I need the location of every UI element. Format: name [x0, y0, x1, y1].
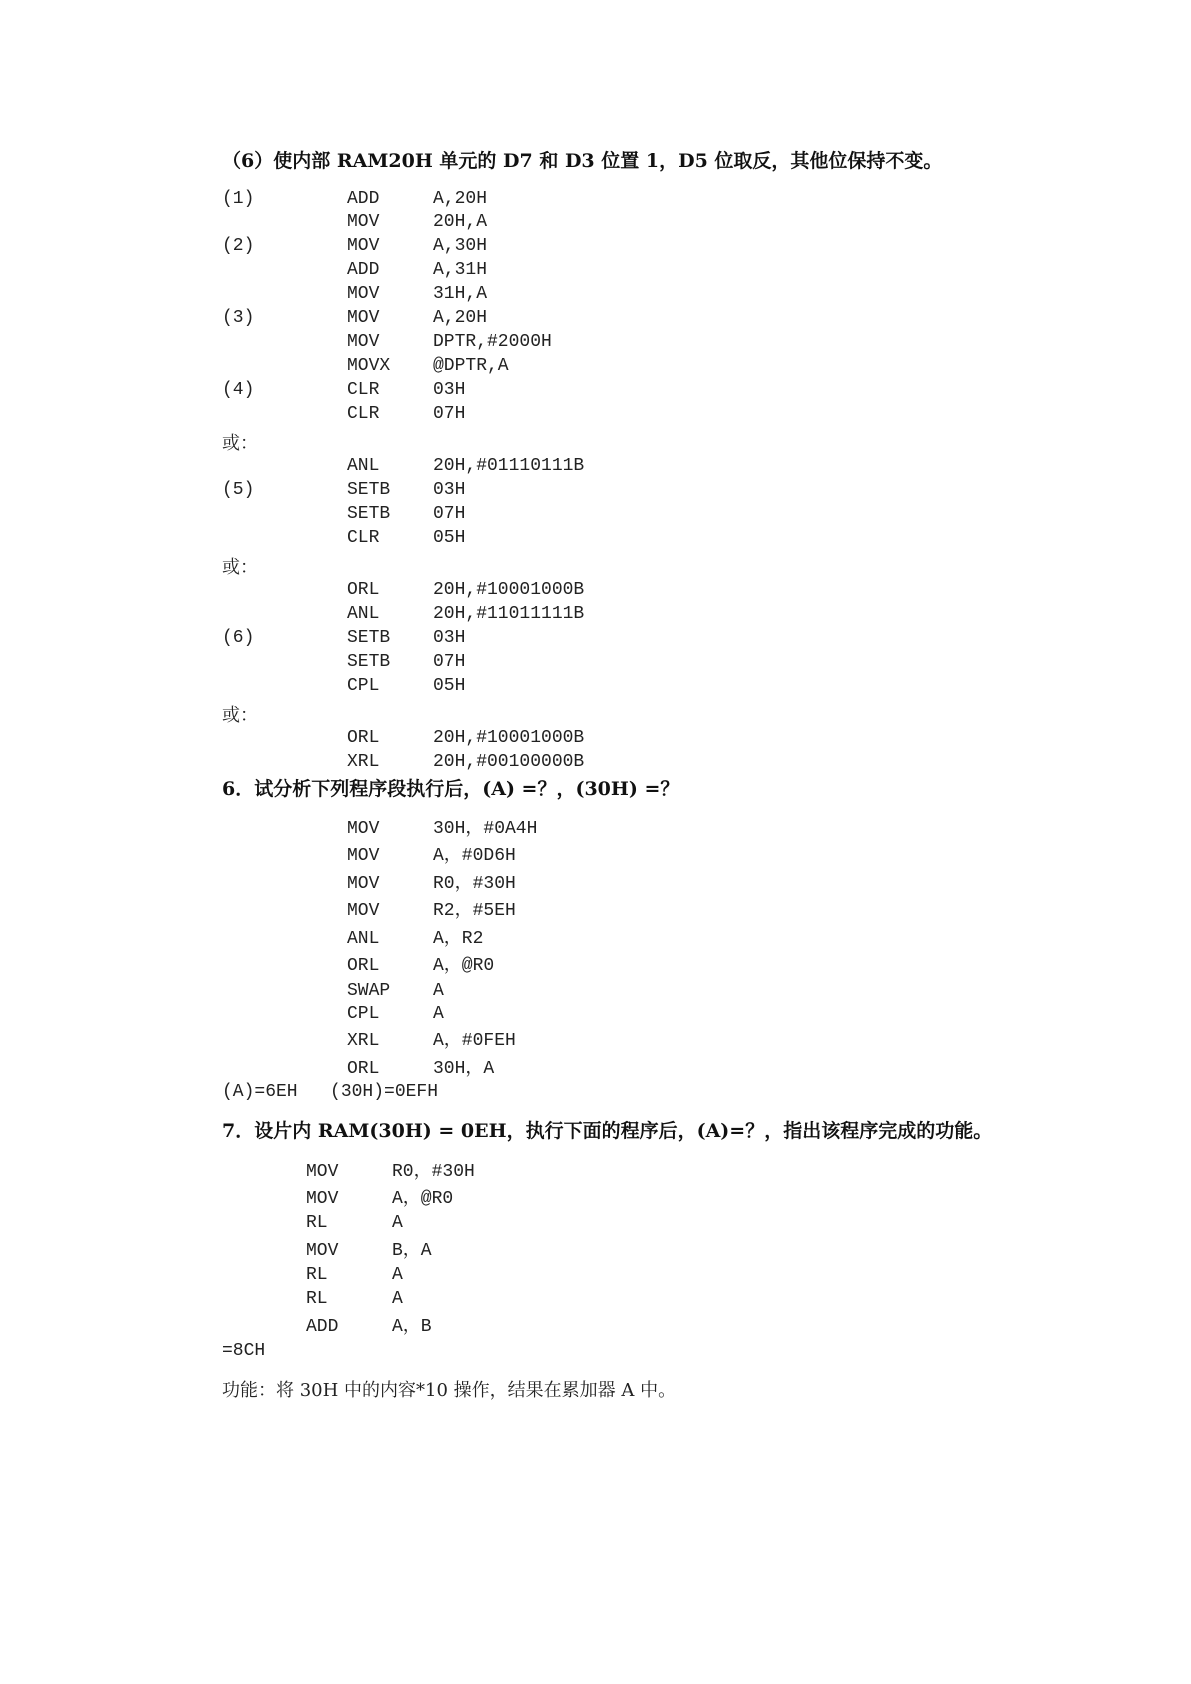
operand: 05H: [433, 676, 466, 696]
opcode: ADD: [306, 1317, 339, 1337]
line-number: (3): [222, 308, 255, 328]
opcode: RL: [306, 1213, 328, 1233]
opcode: MOV: [347, 901, 380, 921]
operand: 20H,#11011111B: [433, 604, 585, 624]
opcode: CLR: [347, 528, 380, 548]
line-number: (1): [222, 189, 255, 209]
operand: 20H,#00100000B: [433, 752, 585, 772]
question-7-heading: 7．设片内 RAM(30H) = 0EH，执行下面的程序后，(A)=？，指出该程序完成的功能。: [222, 1120, 993, 1142]
operand: 31H,A: [433, 284, 488, 304]
operand: 30H，A: [433, 1059, 495, 1079]
operand: A，R2: [433, 929, 484, 949]
opcode: ORL: [347, 956, 380, 976]
operand: 07H: [433, 504, 466, 524]
opcode: MOV: [306, 1162, 339, 1182]
line-number: (6): [222, 628, 255, 648]
opcode: RL: [306, 1289, 328, 1309]
opcode: CLR: [347, 404, 380, 424]
operand: A: [392, 1265, 403, 1285]
operand: A，B: [392, 1317, 432, 1337]
opcode: XRL: [347, 752, 380, 772]
opcode: CPL: [347, 1004, 380, 1024]
opcode: SETB: [347, 628, 391, 648]
opcode: ORL: [347, 728, 380, 748]
operand: 20H,A: [433, 212, 488, 232]
or-label: 或：: [222, 705, 258, 726]
opcode: ANL: [347, 929, 380, 949]
opcode: XRL: [347, 1031, 380, 1051]
line-number: (4): [222, 380, 255, 400]
opcode: MOV: [306, 1241, 339, 1261]
operand: A: [433, 1004, 444, 1024]
operand: 03H: [433, 480, 466, 500]
operand: 03H: [433, 380, 466, 400]
opcode: MOV: [347, 212, 380, 232]
opcode: MOV: [347, 308, 380, 328]
line-number: (2): [222, 236, 255, 256]
operand: 05H: [433, 528, 466, 548]
opcode: CLR: [347, 380, 380, 400]
answer-6-text: (A)=6EH (30H)=0EFH: [222, 1082, 439, 1102]
opcode: SETB: [347, 652, 391, 672]
operand: DPTR,#2000H: [433, 332, 552, 352]
opcode: ADD: [347, 260, 380, 280]
opcode: ADD: [347, 189, 380, 209]
operand: 07H: [433, 652, 466, 672]
operand: R0，#30H: [433, 874, 516, 894]
opcode: SETB: [347, 504, 391, 524]
operand: A,20H: [433, 308, 488, 328]
operand: A，@R0: [392, 1189, 454, 1209]
opcode: ANL: [347, 456, 380, 476]
operand: @DPTR,A: [433, 356, 509, 376]
operand: 20H,#01110111B: [433, 456, 585, 476]
operand: A，@R0: [433, 956, 495, 976]
operand: A，#0D6H: [433, 846, 516, 866]
opcode: MOV: [306, 1189, 339, 1209]
operand: A: [392, 1213, 403, 1233]
opcode: MOV: [347, 846, 380, 866]
opcode: RL: [306, 1265, 328, 1285]
operand: 30H，#0A4H: [433, 819, 538, 839]
question-6-sub-heading: （6）使内部 RAM20H 单元的 D7 和 D3 位置 1，D5 位取反，其他位保持不变。: [222, 150, 943, 172]
line-number: (5): [222, 480, 255, 500]
opcode: ORL: [347, 580, 380, 600]
operand: A，#0FEH: [433, 1031, 516, 1051]
operand: A: [392, 1289, 403, 1309]
opcode: MOV: [347, 332, 380, 352]
operand: 07H: [433, 404, 466, 424]
opcode: MOV: [347, 236, 380, 256]
operand: 03H: [433, 628, 466, 648]
operand: A,31H: [433, 260, 488, 280]
opcode: ANL: [347, 604, 380, 624]
opcode: MOV: [347, 284, 380, 304]
opcode: SWAP: [347, 981, 391, 1001]
opcode: MOVX: [347, 356, 391, 376]
operand: R0，#30H: [392, 1162, 475, 1182]
opcode: ORL: [347, 1059, 380, 1079]
operand: A: [433, 981, 444, 1001]
question-6-heading: 6．试分析下列程序段执行后，(A) =？，(30H) =？: [222, 778, 680, 800]
operand: B，A: [392, 1241, 432, 1261]
opcode: MOV: [347, 819, 380, 839]
opcode: MOV: [347, 874, 380, 894]
answer-7-text: =8CH: [222, 1341, 266, 1361]
function-description: 功能：将 30H 中的内容*10 操作，结果在累加器 A 中。: [222, 1380, 677, 1401]
operand: 20H,#10001000B: [433, 728, 585, 748]
operand: A,30H: [433, 236, 488, 256]
or-label: 或：: [222, 557, 258, 578]
opcode: SETB: [347, 480, 391, 500]
operand: A,20H: [433, 189, 488, 209]
operand: R2，#5EH: [433, 901, 516, 921]
operand: 20H,#10001000B: [433, 580, 585, 600]
opcode: CPL: [347, 676, 380, 696]
or-label: 或：: [222, 433, 258, 454]
